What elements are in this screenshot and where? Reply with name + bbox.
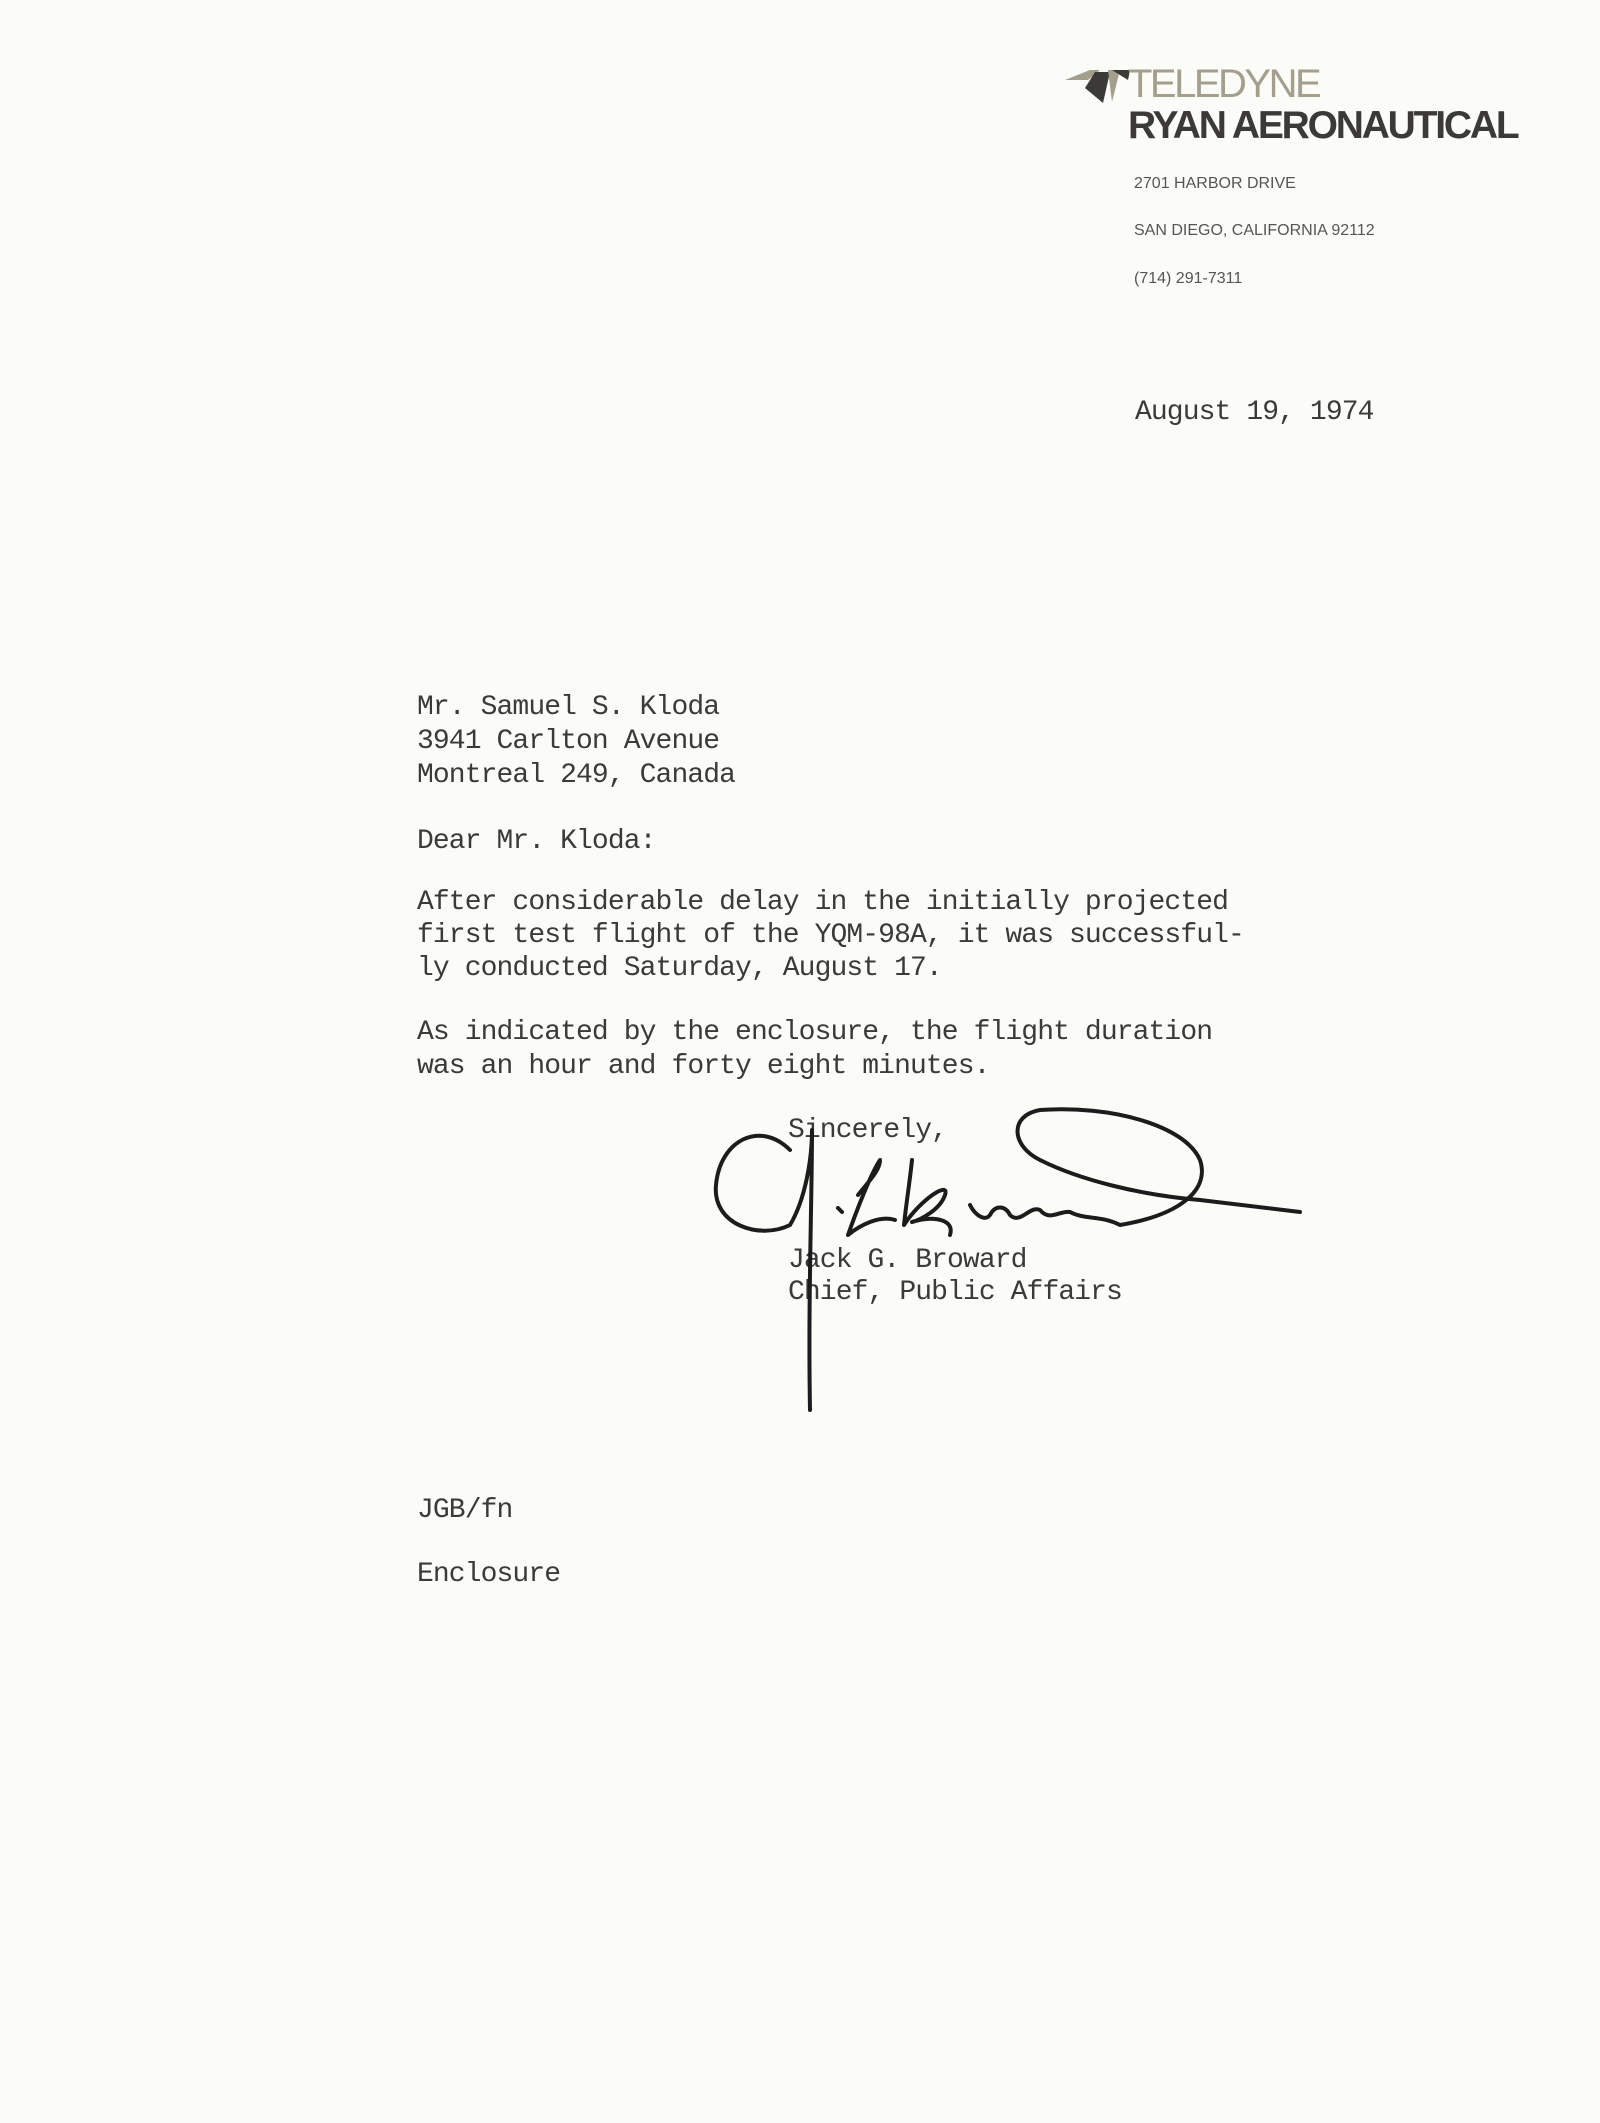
recipient-line: Mr. Samuel S. Kloda: [417, 692, 720, 723]
company-name-teledyne: TELEDYNE: [1128, 62, 1320, 106]
letterhead-city: SAN DIEGO, CALIFORNIA 92112: [1134, 222, 1375, 239]
letter-date: August 19, 1974: [1135, 397, 1374, 428]
paragraph-line: was an hour and forty eight minutes.: [417, 1051, 990, 1082]
paragraph-line: ly conducted Saturday, August 17.: [417, 953, 942, 984]
salutation: Dear Mr. Kloda:: [417, 826, 656, 857]
paragraph-line: After considerable delay in the initially projected: [417, 887, 1229, 918]
enclosure-note: Enclosure: [417, 1559, 561, 1590]
company-name-ryan: RYAN AERONAUTICAL: [1128, 104, 1518, 147]
signer-title: Chief, Public Affairs: [788, 1277, 1122, 1308]
recipient-line: Montreal 249, Canada: [417, 760, 736, 791]
paragraph-line: first test flight of the YQM-98A, it was successful-: [417, 920, 1244, 951]
recipient-line: 3941 Carlton Avenue: [417, 726, 720, 757]
closing: Sincerely,: [788, 1115, 948, 1146]
paragraph-line: As indicated by the enclosure, the flight duration: [417, 1017, 1213, 1048]
signer-name: Jack G. Broward: [788, 1245, 1027, 1276]
reference-initials: JGB/fn: [417, 1495, 513, 1526]
letterhead-phone: (714) 291-7311: [1134, 270, 1243, 287]
letterhead-street: 2701 HARBOR DRIVE: [1134, 175, 1296, 192]
